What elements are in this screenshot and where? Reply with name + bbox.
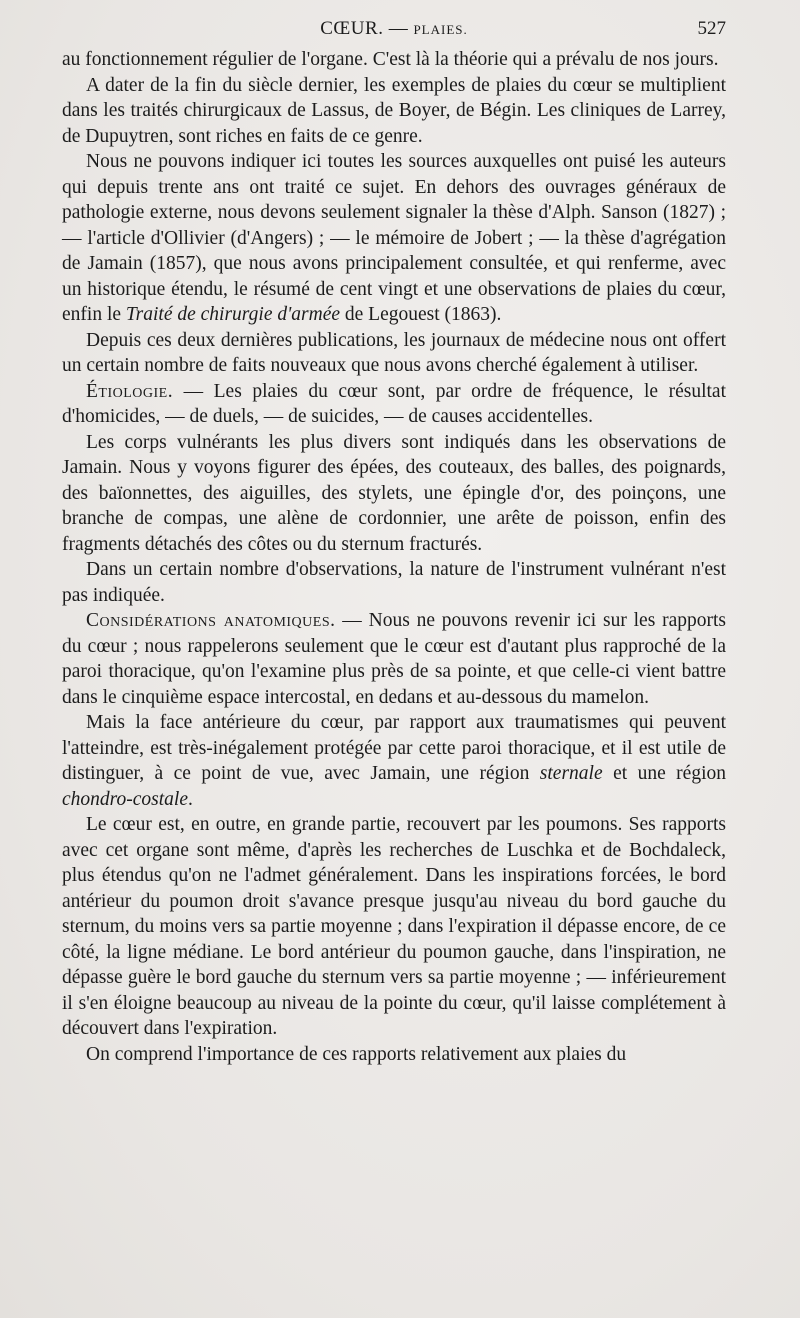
section-heading-etiologie: Étiologie. — [86, 380, 174, 402]
paragraph-text: Dans un certain nombre d'observations, la nature de l'instrument vulnérant n'est pas indiquée. — [62, 559, 726, 606]
paragraph-etiologie — [62, 379, 726, 430]
paragraph-face-anterieure — [62, 710, 726, 812]
paragraph-text: de Legouest (1863). — [340, 304, 502, 325]
paragraph-final — [62, 1042, 726, 1068]
page-number: 527 — [697, 18, 726, 39]
running-head — [62, 18, 726, 40]
book-title-italic: Traité de chirurgie d'armée — [125, 304, 341, 325]
running-head-subtitle: PLAIES. — [413, 22, 468, 37]
paragraph-text: Depuis ces deux dernières publications, les journaux de médecine nous ont offert un certain nombre de faits nouveaux que nous avons cherché également à utiliser. — [62, 329, 726, 376]
paragraph-text: On comprend l'importance de ces rapports relativement aux plaies du — [86, 1043, 627, 1065]
paragraph-history — [62, 73, 726, 150]
section-heading-considerations: Considérations anatomiques. — [86, 610, 336, 631]
paragraph-text: et une région — [602, 763, 726, 784]
paragraph-corps-vulnerants — [62, 430, 726, 558]
paragraph-text: — Les plaies du cœur sont, par ordre de fréquence, le résultat d'homicides, — de duels, — de suicides, — de causes accidentelles. — [62, 380, 726, 427]
term-chondro-costale: chondro-costale — [62, 788, 188, 810]
term-sternale: sternale — [539, 763, 603, 784]
paragraph-recent-publications — [62, 328, 726, 379]
running-head-title: CŒUR. — — [320, 18, 414, 39]
paragraph-text: au fonctionnement régulier de l'organe. C'est là la théorie qui a prévalu de nos jours. — [62, 49, 719, 70]
paragraph-text: Le cœur est, en outre, en grande partie, recouvert par les poumons. Ses rapports avec cet organe sont même, d'après les recherches de Luschka et de Bochdaleck, plus étendus qu'on ne l'admet généralement. Dans les inspirations forcées, le bord antérieur du poumon droit s'avance presque jusqu'au niveau du bord gauche du sternum, du moins vers sa partie moyenne ; dans l'expiration il dépasse encore, de ce côté, la ligne médiane. Le bord antérieur du poumon gauche, dans l'inspiration, ne dépasse guère le bord gauche du sternum vers sa partie moyenne ; — inférieurement il s'en éloigne beaucoup au niveau de la pointe du cœur, qu'il laisse complétement à découvert dans l'expiration. — [62, 814, 726, 1039]
body-text — [62, 47, 726, 1067]
paragraph-instrument — [62, 557, 726, 608]
paragraph-sources — [62, 149, 726, 328]
paragraph-text: Nous ne pouvons indiquer ici toutes les sources auxquelles ont puisé les auteurs qui depuis trente ans ont traité ce sujet. En dehors des ouvrages généraux de pathologie externe, nous devons seulement signaler la thèse d'Alph. Sanson (1827) ; — l'article d'Ollivier (d'Angers) ; — le mémoire de Jobert ; — la thèse d'agrégation de Jamain (1857), que nous avons principalement consultée, et qui renferme, avec un historique étendu, le résumé de cent vingt et une observations de plaies du cœur, enfin le — [62, 151, 726, 325]
paragraph-continuation — [62, 47, 726, 73]
page-header — [62, 18, 726, 48]
paragraph-poumons — [62, 812, 726, 1042]
paragraph-text: Mais la face antérieure du cœur, par rapport aux traumatismes qui peuvent l'atteindre, est très-inégalement protégée par cette paroi thoracique, et il est utile de distinguer, à ce point de vue, avec Jamain, une région — [62, 712, 726, 784]
paragraph-text: A dater de la fin du siècle dernier, les exemples de plaies du cœur se multiplient dans les traités chirurgicaux de Lassus, de Boyer, de Bégin. Les cliniques de Larrey, de Dupuytren, sont riches en faits de ce genre. — [62, 74, 726, 147]
paragraph-text: — Nous ne pouvons revenir ici sur les rapports du cœur ; nous rappelerons seulement que le cœur est d'autant plus rapproché de la paroi thoracique, qu'on l'examine plus près de sa pointe, et que celle-ci vient battre dans le cinquième espace intercostal, en dedans et au-dessous du mamelon. — [62, 610, 727, 708]
paragraph-text: . — [188, 788, 193, 810]
paragraph-considerations — [62, 608, 726, 710]
paragraph-text: Les corps vulnérants les plus divers sont indiqués dans les observations de Jamain. Nous y voyons figurer des épées, des couteaux, des balles, des poignards, des baïonnettes, des aiguilles, des stylets, une épingle d'or, des poinçons, une branche de compas, une alène de cordonnier, une arête de poisson, enfin des fragments détachés des côtes ou du sternum fracturés. — [62, 431, 726, 555]
